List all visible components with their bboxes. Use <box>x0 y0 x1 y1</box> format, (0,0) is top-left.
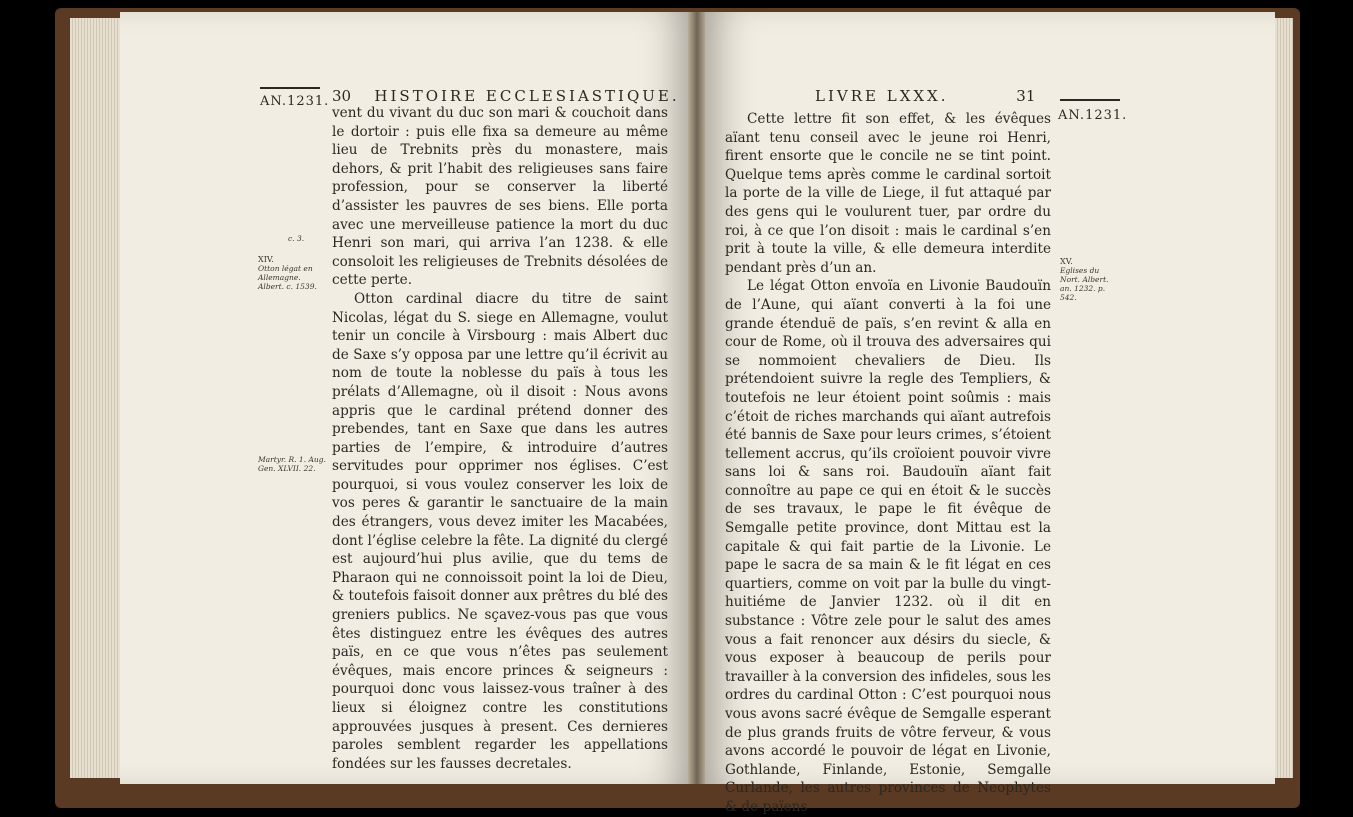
margin-note <box>258 255 328 291</box>
page-edges-left <box>70 18 120 778</box>
page-number: 30 <box>332 87 352 105</box>
body-text <box>332 104 668 773</box>
paragraph: Le légat Otton envoïa en Livonie Baudouïn de l’Aune, qui aïant converti à la foi une grande étenduë de païs, s’en revint & alla en cour de Rome, où il trouva des adversaires qui se nommoient chevaliers de Dieu. Ils prétendoient suivre la regle des Templiers, & toutefois ne leur étoient point soûmis : mais c’étoit de riches marchands qui aïant autrefois été bannis de Saxe pour leurs crimes, s’étoient tellement accrus, qu’ils croïoient pouvoir vivre sans loi & sans roi. Baudouïn aïant fait connoître au pape ce qui en étoit & le succès de ses travaux, le pape le fit évêque de Semgalle petite province, dont Mittau est la capitale & qui fait partie de la Livonie. Le pape le sacra de sa main & le fit légat en ces quartiers, comme on voit par la bulle du vingt-huitiéme de Janvier 1232. où il dit en substance : Vôtre zele pour le salut des ames vous a fait renoncer aux désirs du siecle, & vous exposer à beaucoup de perils pour travailler à la conversion des infideles, sous les ordres du cardinal Otton : C’est pourquoi nous vous avons sacré évêque de Semgalle esperant de plus grands fruits de vôtre ferveur, & vous avons accordé le pouvoir de légat en Livonie, Gothlande, Finlande, Estonie, Semgalle Curlande, les autres provinces de Neophytes & de païens <box>725 278 1051 815</box>
year-marker: AN.1231. <box>1058 108 1128 123</box>
running-header <box>332 87 680 105</box>
margin-note <box>288 234 336 243</box>
margin-note-text: c. 3. <box>288 234 305 243</box>
gutter <box>688 12 706 784</box>
right-page <box>705 12 1275 815</box>
running-title: HISTOIRE ECCLESIASTIQUE. <box>374 87 680 105</box>
margin-note <box>258 455 328 473</box>
margin-note-section: XV. <box>1060 257 1073 266</box>
left-page <box>120 12 690 784</box>
page-number: 31 <box>1016 87 1036 105</box>
paragraph: Otton cardinal diacre du titre de saint Nicolas, légat du S. siege en Allemagne, voulut tenir un concile à Virsbourg : mais Albert duc de Saxe s’y opposa par une lettre qu’il écrivit au nom de toute la noblesse du païs à tous les prélats d’Allemagne, où il disoit : Nous avons appris que le cardinal prétend donner des prebendes, tant en Saxe que dans les autres parties de l’empire, & introduire d’autres servitudes pour opprimer nos églises. C’est pourquoi, si vous voulez conserver les loix de vos peres & garantir le sanctuaire de la main des étrangers, vous devez imiter les Macabées, dont l’église celebre la fête. La dignité du clergé est aujourd’hui plus avilie, que du tems de Pharaon qui ne connoissoit point la loi de Dieu, & toutefois faisoit donner aux prêtres du blé des greniers publics. Ne sçavez-vous pas que vous êtes distinguez entre les évêques des autres païs, en ce que vous n’êtes pas seulement évêques, mais encore princes & seigneurs : pourquoi donc vous laissez-vous traîner à des lieux si éloignez contre les constitutions approuvées jusques à present. Ces dernieres paroles semblent regarder les appellations fondées sur les fausses decretales. <box>332 290 668 772</box>
margin-note-text: Martyr. R. 1. Aug. Gen. XLVII. 22. <box>258 455 326 473</box>
page-edges-right <box>1275 18 1293 778</box>
paragraph: vent du vivant du duc son mari & couchoit dans le dortoir : puis elle fixa sa demeure au même lieu de Trebnits près du monastere, mais dehors, & prit l’habit des religieuses sans faire profession, pour se conserver la liberté d’assister les pauvres de ses biens. Elle porta avec une merveilleuse patience la mort du duc Henri son mari, qui arriva l’an 1238. & elle consoloit les religieuses de Trebnits désolées de cette perte. <box>332 105 668 289</box>
header-rule <box>260 87 320 89</box>
year-marker: AN.1231. <box>260 94 330 109</box>
running-header <box>815 87 1035 105</box>
margin-note-text: Otton légat en Allemagne. Albert. c. 1539. <box>258 264 317 291</box>
header-rule <box>1060 99 1120 101</box>
margin-note-section: XIV. <box>258 255 274 264</box>
running-title: LIVRE LXXX. <box>815 87 949 105</box>
paragraph: Cette lettre fit son effet, & les évêques aïant tenu conseil avec le jeune roi Henri, firent ensorte que le concile ne se tint point. Quelque tems après comme le cardinal sortoit la porte de la ville de Liege, il fut attaqué par des gens qui le voulurent tuer, par ordre du roi, à ce que l’on disoit : mais le cardinal s’en prit à toute la ville, & elle demeura interdite pendant près d’un an. <box>725 111 1051 276</box>
margin-note <box>1060 257 1120 302</box>
body-text <box>725 110 1051 817</box>
margin-note-text: Eglises du Nort. Albert. an. 1232. p. 542. <box>1060 266 1109 302</box>
